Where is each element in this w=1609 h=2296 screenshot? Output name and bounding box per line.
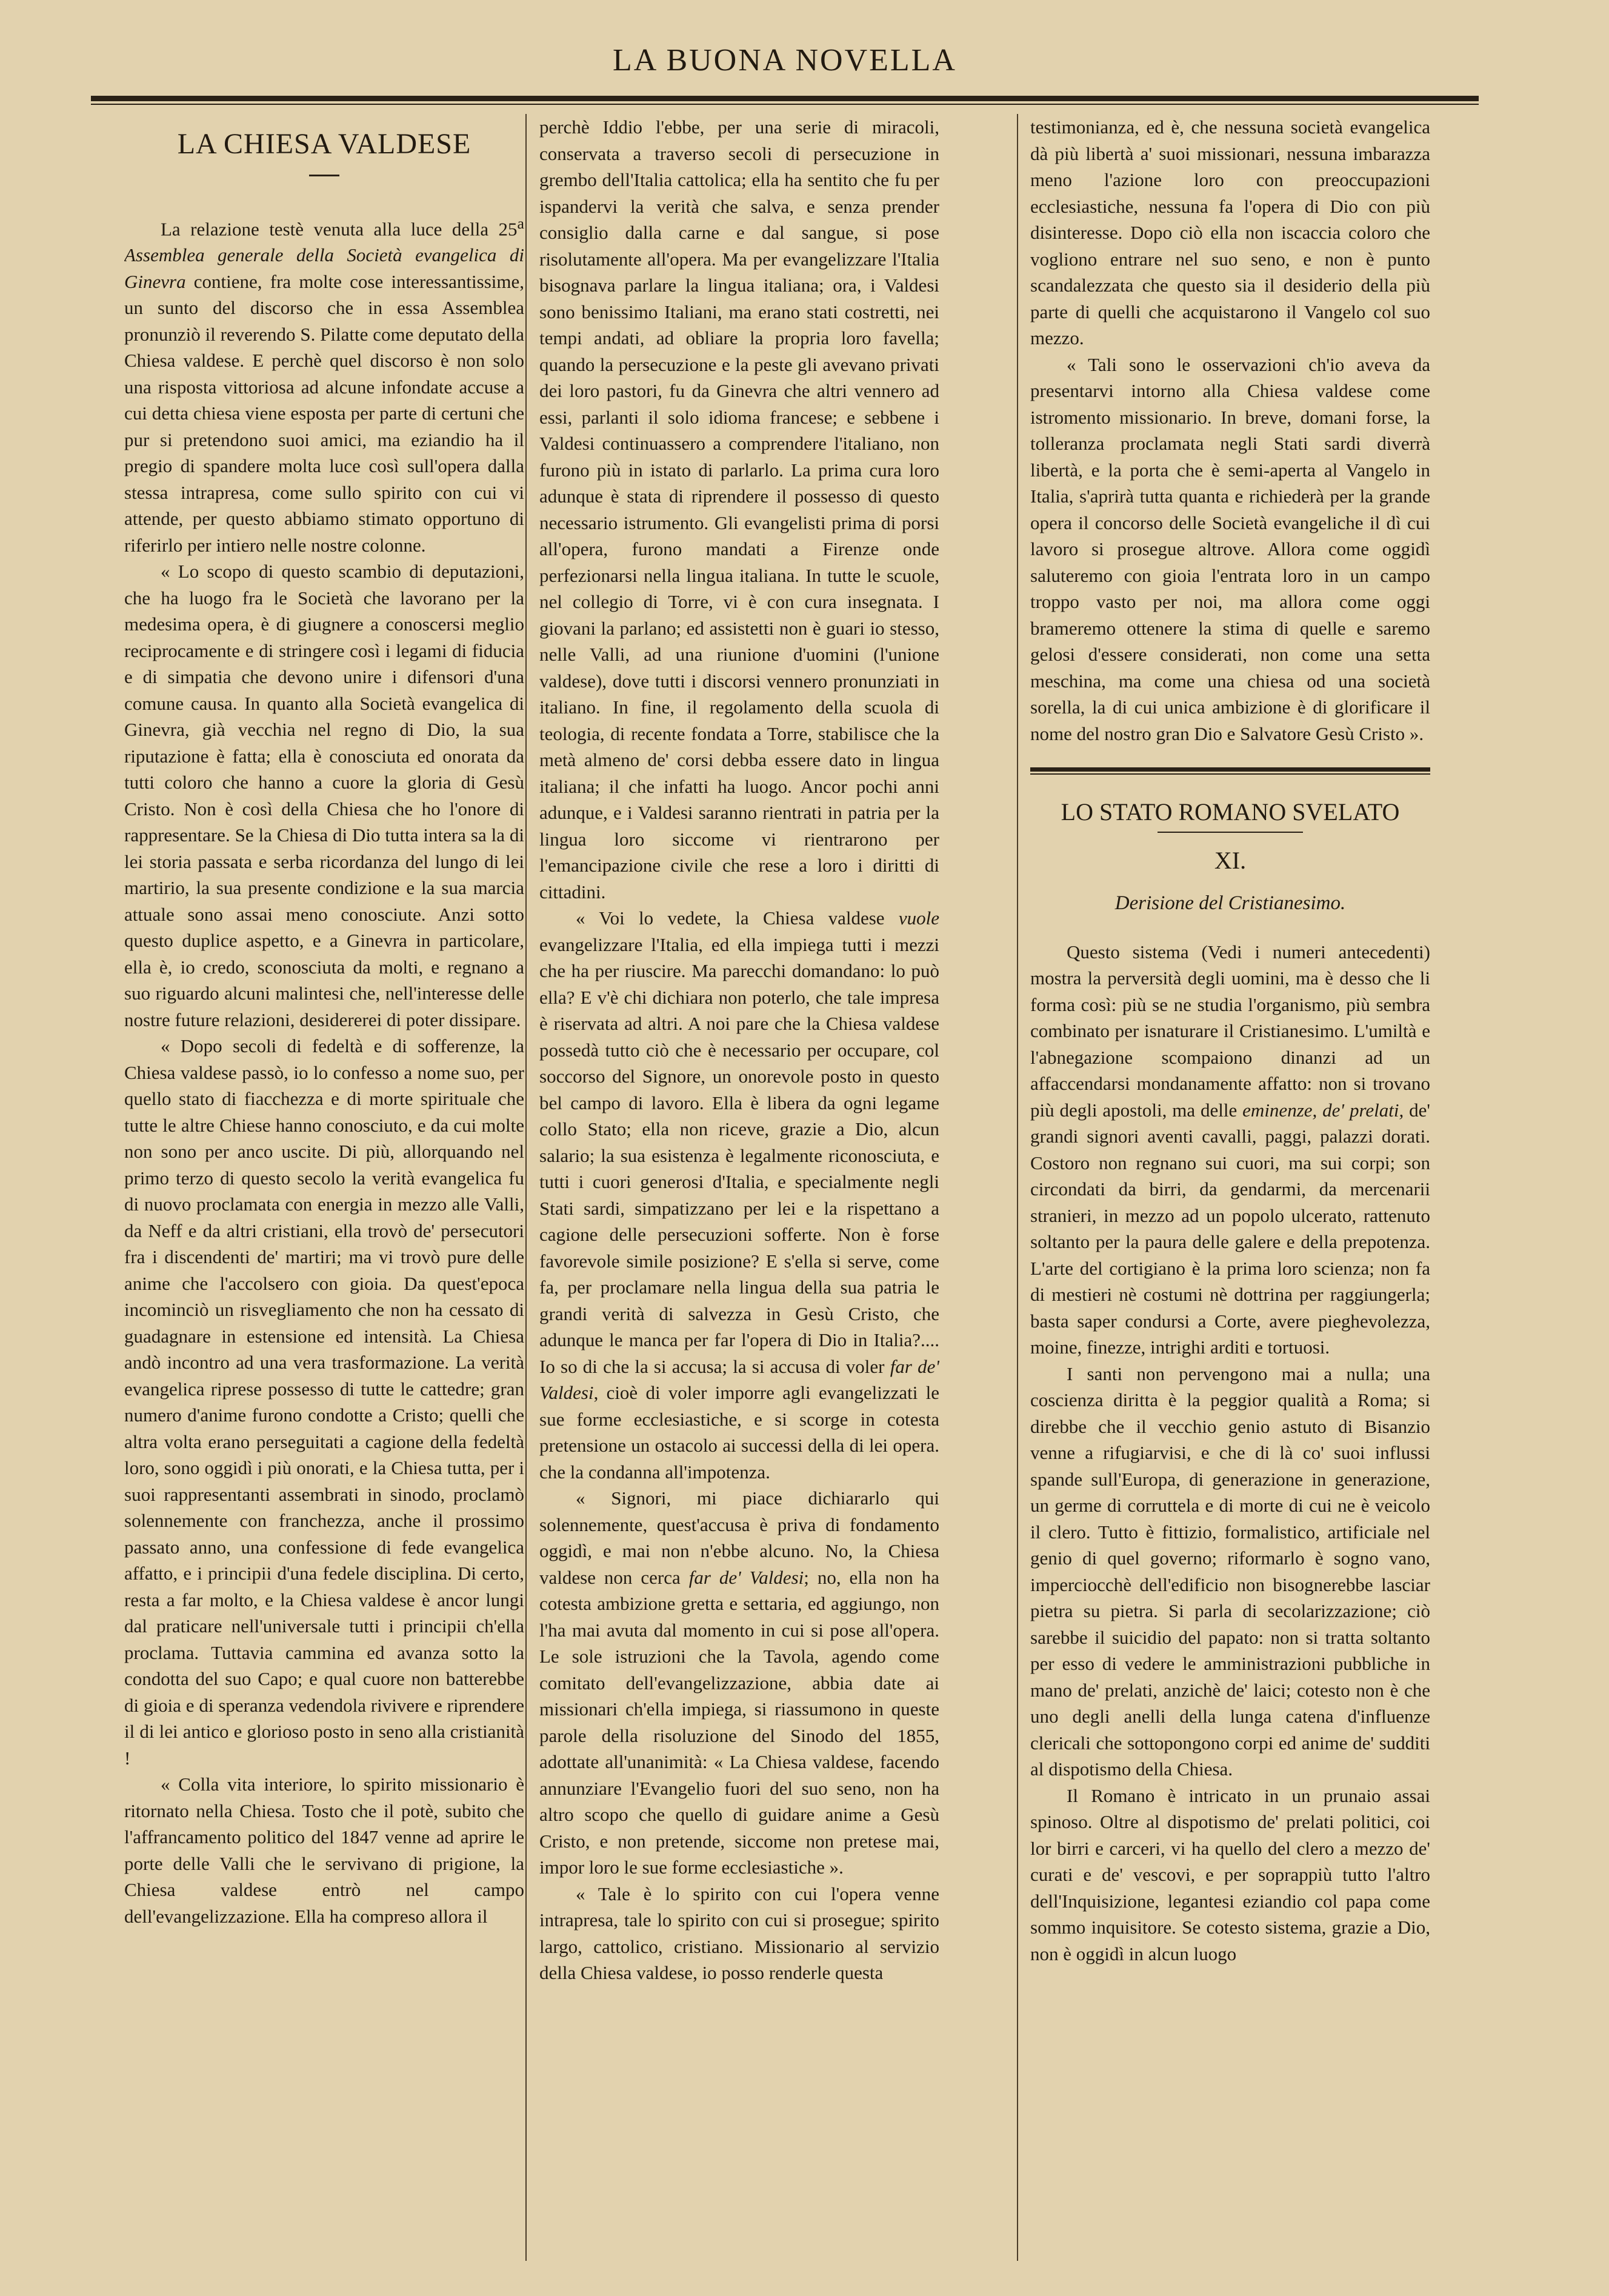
title-rule [309, 175, 339, 176]
paragraph: « Voi lo vedete, la Chiesa valdese vuole evangelizzare l'Italia, ed ella impiega tutti i mezzi che ha per riuscire. Ma parecchi domandano: lo può ella? E v'è chi dichiara non poterlo, che tale impresa è riservata ad altri. A noi pare che la Chiesa valdese possedà tutto ciò che è necessario per occupare, col soccorso del Signore, un onorevole posto in questo bel campo di lavoro. Ella è libera da ogni legame collo Stato; ella non riceve, grazie a Dio, alcun salario; la sua esistenza è legalmente riconosciuta, e tutti i cuori generosi d'Italia, e specialmente negli Stati sardi, simpatizzano per lei e la rispettano a cagione delle persecuzioni sofferte. Non è forse favorevole simile posizione? E s'ella si serve, come fa, per proclamare nella lingua della sua patria le grandi verità di salvezza in Gesù Cristo, che adunque le manca per far l'opera di Dio in Italia?.... Io so di che la si accusa; la si accusa di voler far de' Valdesi, cioè di voler imporre agli evangelizzati le sue forme ecclesiastiche, e si scorge in cotesta pretensione un ostacolo ai successi della di lei opera. che la condanna all'impotenza. [539, 907, 939, 1483]
section-rule [1030, 767, 1430, 772]
masthead-rule [91, 96, 1479, 101]
article-title: LA CHIESA VALDESE [177, 128, 471, 160]
column-divider [1017, 114, 1018, 2261]
column-2 [539, 114, 939, 2261]
column-3 [1030, 114, 1430, 2261]
paragraph: La relazione testè venuta alla luce della 25$^a$ Assemblea generale della Società evangelica di Ginevra contiene, fra molte cose interessantissime, un sunto del discorso che in essa Assemblea pronunziò il reverendo S. Pilatte come deputato della Chiesa valdese. E perchè quel discorso è non solo una risposta vittoriosa ad alcune infondate accuse a cui detta chiesa viene esposta per parte di certuni che pur si pretendono suoi amici, ma eziandio ha il pregio di spandere molta luce così sull'opera dalla stessa intrapresa, come sullo spirito con cui vi attende, per questo abbiamo stimato opportuno di riferirlo per intiero nelle nostre colonne. [124, 214, 524, 556]
column-1 [124, 114, 524, 2261]
section-rule-thin [1030, 773, 1430, 775]
paragraph: « Signori, mi piace dichiararlo qui solennemente, quest'accusa è priva di fondamento oggidì, e mai non n'ebbe alcuno. No, la Chiesa valdese non cerca far de' Valdesi; no, ella non ha cotesta ambizione gretta e settaria, ed aggiungo, non l'ha mai avuta dal momento in cui si pose all'opera. Le sole istruzioni che la Tavola, agendo come comitato dell'evangelizzazione, abbia date ai missionari ch'ella impiega, si riassumono in queste parole della risoluzione del Sinodo del 1855, adottate all'unanimità: « La Chiesa valdese, facendo annunziare l'Evangelio fuori del suo seno, non ha altro scopo che quello di guidare anime a Gesù Cristo, e non pretende, siccome non pretese mai, impor loro le sue forme ecclesiastiche ». [539, 1487, 939, 1878]
column-divider [525, 114, 527, 2261]
paragraph: « Dopo secoli di fedeltà e di sofferenze, la Chiesa valdese passò, io lo confesso a nome suo, per quello stato di fiacchezza e di morte spirituale che tutte le altre Chiese hanno conosciuto, e da cui molte non sono per anco uscite. Di più, allorquando nel primo terzo di questo secolo la verità evangelica fu di nuovo proclamata con energia in mezzo alle Valli, da Neff e da altri cristiani, ella trovò de' persecutori fra i discendenti de' martiri; ma vi trovò pure delle anime che l'accolsero con gioia. Da quest'epoca incominciò un risvegliamento che non ha cessato di guadagnare in estensione ed intensità. La Chiesa andò incontro ad una vera trasformazione. La verità evangelica riprese possesso di tutte le cattedre; gran numero d'anime furono condotte a Cristo; quelli che altra volta erano perseguitati a cagione della fedeltà loro, sono oggidì i più onorati, e la Chiesa tutta, per i suoi rappresentanti assembrati in sinodo, proclamò solennemente con franchezza, anche il prossimo passato anno, una confessione di fede evangelica affatto, e i principii d'una fedele disciplina. Di certo, resta a far molto, e la Chiesa valdese è ancor lungi dal praticare nell'universale tutti i principii ch'ella proclama. Tuttavia cammina ed avanza sotto la condotta del suo Capo; e qual cuore non batterebbe di gioia e di speranza vedendola rivivere e riprendere il di lei antico e glorioso posto in seno alla cristianità ! [124, 1035, 524, 1769]
article-number: XI. [1214, 846, 1247, 874]
paragraph: « Colla vita interiore, lo spirito missionario è ritornato nella Chiesa. Tosto che il potè, subito che l'affrancamento politico del 1847 venne ad aprire le porte delle Valli che le servivano di prigione, la Chiesa valdese entrò nel campo dell'evangelizzazione. Ella ha compreso allora il [124, 1774, 524, 1927]
article-subtitle: Derisione del Cristianesimo. [1114, 892, 1346, 914]
paragraph: « Tali sono le osservazioni ch'io aveva da presentarvi intorno alla Chiesa valdese come istromento missionario. In breve, domani forse, la tolleranza proclamata negli Stati sardi diverrà libertà, e la porta che è semi-aperta al Vangelo in Italia, s'aprirà tutta quanta e richiederà per la grande opera il concorso delle Società evangeliche il dì cui lavoro si prosegue altrove. Allora come oggidì saluteremo con gioia l'entrata loro in un campo troppo vasto per noi, ma allora come oggi brameremo ottenere la stima di quelle e saremo gelosi d'essere considerati, non come una setta meschina, ma come una chiesa od una società sorella, la di cui unica ambizione è di glorificare il nome del nostro gran Dio e Salvatore Gesù Cristo ». [1030, 353, 1430, 744]
paragraph: testimonianza, ed è, che nessuna società evangelica dà più libertà a' suoi missionari, nessuna imbarazza meno l'azione loro con preoccupazioni ecclesiastiche, nessuna fa l'opera di Dio con più disinteresse. Dopo ciò ella non iscaccia coloro che vogliono entrare nel suo seno, e non è punto scandalezzata che questo sia il desiderio della più parte di quelli che acquistarono il Vangelo col suo mezzo. [1030, 116, 1430, 349]
article-title: LO STATO ROMANO SVELATO [1061, 798, 1400, 826]
paragraph: Il Romano è intricato in un prunaio assai spinoso. Oltre al dispotismo de' prelati politici, coi lor birri e carceri, vi ha quello del clero a mezzo de' curati e de' vescovi, e per soprappiù tutto l'altro dell'Inquisizione, legantesi eziandio col papa come sommo inquisitore. Se cotesto sistema, grazie a Dio, non è oggidì in alcun luogo [1030, 1784, 1430, 1964]
paragraph: « Lo scopo di questo scambio di deputazioni, che ha luogo fra le Società che lavorano per la medesima opera, è di giugnere a conoscersi meglio reciprocamente e di stringere così i legami di fiducia e di simpatia che devono unire i difensori d'una comune causa. In quanto alla Società evangelica di Ginevra, già vecchia nel regno di Dio, la sua riputazione è fatta; ella è conosciuta ed onorata da tutti coloro che hanno a cuore la gloria di Gesù Cristo. Non è così della Chiesa che ho l'onore di rappresentare. Se la Chiesa di Dio tutta intera sa la di lei storia passata e serba ricordanza del lungo di lei martirio, la sua presente condizione e la sua marcia attuale sono assai meno conosciute. Anzi sotto questo duplice aspetto, e a Ginevra in particolare, ella è, io credo, sconosciuta da molti, e regnano a suo riguardo alcuni malintesi che, nell'interesse delle nostre future relazioni, desidererei di poter dissipare. [124, 561, 524, 1030]
paragraph: « Tale è lo spirito con cui l'opera venne intrapresa, tale lo spirito con cui si prosegue; spirito largo, cattolico, cristiano. Missionario al servizio della Chiesa valdese, io posso renderle questa [539, 1883, 939, 1983]
title-rule [1158, 832, 1303, 833]
paragraph: I santi non pervengono mai a nulla; una coscienza diritta è la peggior qualità a Roma; si direbbe che il vecchio genio astuto di Bisanzio venne a rifugiarvisi, e che di là co' suoi influssi spande sull'Europa, di generazione in generazione, un germe di corruttela e di morte di cui ne è veicolo il clero. Tutto è fittizio, formalistico, artificiale nel genio di quel governo; riformarlo è sogno vano, imperciocchè dell'edificio non bisognerebbe lasciar pietra su pietra. Si parla di secolarizzazione; ciò sarebbe il suicidio del papato: non si tratta soltanto per esso di vedere le amministrazioni pubbliche in mano de' prelati, anzichè de' laici; cotesto non è che uno degli anelli della lunga catena d'influenze clericali che sottopongono corpi ed anime de' sudditi al dispotismo della Chiesa. [1030, 1363, 1430, 1780]
masthead: LA BUONA NOVELLA [613, 43, 957, 78]
paragraph: perchè Iddio l'ebbe, per una serie di miracoli, conservata a traverso secoli di persecuzione in grembo dell'Italia cattolica; ella ha sentito che fu per ispandervi la verità che salva, e senza prender consiglio dalla carne e dal sangue, si pose risolutamente all'opera. Ma per evangelizzare l'Italia bisognava parlare la lingua italiana; ora, i Valdesi sono benissimo Italiani, ma erano stati costretti, nei tempi andati, ad obliare la propria loro favella; quando la persecuzione e la peste gli avevano privati dei loro pastori, fu da Ginevra che altri vennero ad essi, parlanti il solo idioma francese; e sebbene i Valdesi continuassero a comprendere l'italiano, non furono più in istato di parlarlo. La prima cura loro adunque è stata di riprendere il possesso di questo necessario istrumento. Gli evangelisti prima di porsi all'opera, furono mandati a Firenze onde perfezionarsi nella lingua italiana. In tutte le scuole, nel collegio di Torre, vi è con cura insegnata. I giovani la parlano; ed assistetti non è guari io stesso, nelle Valli, ad una riunione d'uomini (l'unione valdese), dove tutti i discorsi vennero pronunziati in italiano. In fine, il regolamento della scuola di teologia, di recente fondata a Torre, stabilisce che la metà almeno de' corsi debba essere dato in lingua italiana; il che infatti ha luogo. Ancor pochi anni adunque, e i Valdesi saranno rientrati in patria per la lingua loro siccome vi rientrarono per l'emancipazione civile che rese a loro i diritti di cittadini. [539, 116, 939, 903]
paragraph: Questo sistema (Vedi i numeri antecedenti) mostra la perversità degli uomini, ma è desso che li forma così: più se ne studia l'organismo, più sembra combinato per isnaturare il Cristianesimo. L'umiltà e l'abnegazione scompaiono dinanzi ad un affaccendarsi mondanamente affatto: non si trovano più degli apostoli, ma delle eminenze, de' prelati, de' grandi signori aventi cavalli, paggi, palazzi dorati. Costoro non regnano sui cuori, ma sui corpi; son circondati da birri, da gendarmi, da mercenarii stranieri, in mezzo ad un popolo ulcerato, rattenuto soltanto per la paura delle galere e della prepotenza. L'arte del cortigiano è la prima loro scienza; non fa di mestieri nè costumi nè dottrina per raggiungerla; basta saper condursi a Corte, avere pieghevolezza, moine, finezze, intrighi arditi e tortuosi. [1030, 941, 1430, 1358]
masthead-rule-thin [91, 104, 1479, 105]
